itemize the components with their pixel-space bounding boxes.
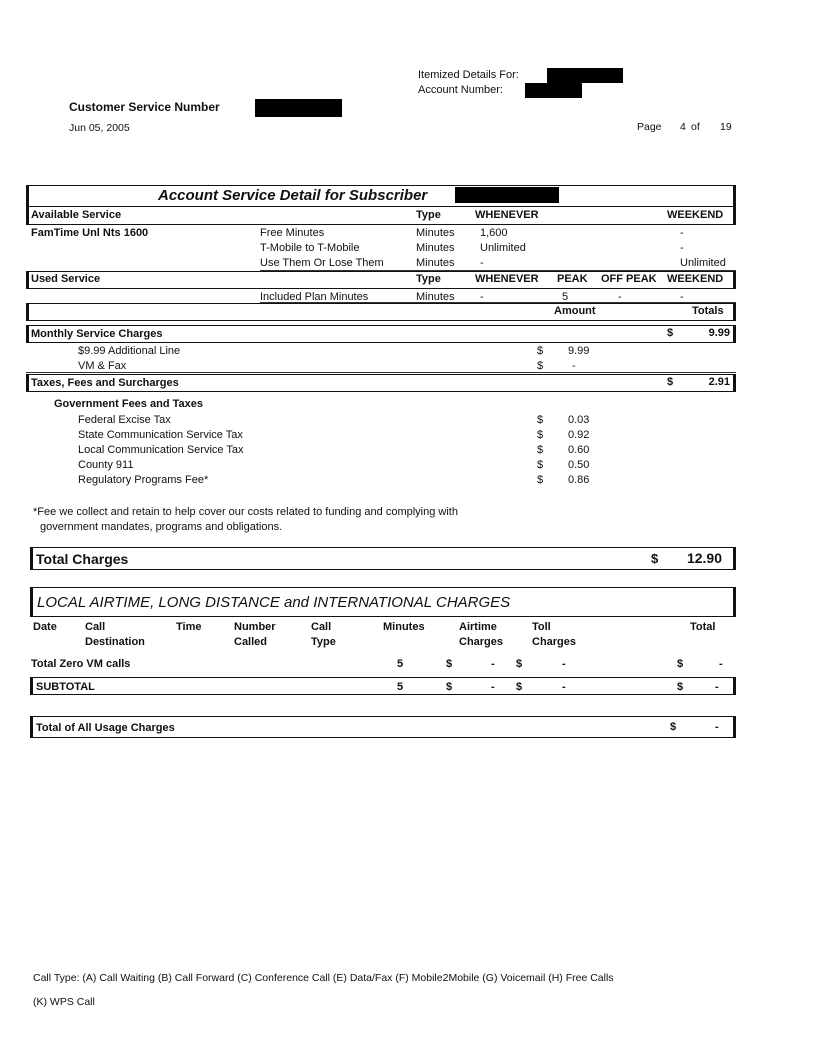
government-fees-label: Government Fees and Taxes bbox=[54, 398, 203, 410]
taxes-total-sign: $ bbox=[667, 376, 674, 388]
local-charges-title: LOCAL AIRTIME, LONG DISTANCE and INTERNATIONAL CHARGES bbox=[37, 594, 511, 611]
tax-item-amount: 0.03 bbox=[568, 414, 590, 426]
divider bbox=[30, 616, 736, 617]
tax-item-amount: 0.50 bbox=[568, 459, 590, 471]
col-toll: Toll bbox=[532, 621, 551, 633]
tax-item-sign: $ bbox=[537, 459, 544, 471]
tax-item-sign: $ bbox=[537, 444, 544, 456]
col-call-type-2: Type bbox=[311, 636, 336, 648]
monthly-item-desc: $9.99 Additional Line bbox=[78, 345, 181, 357]
statement-date: Jun 05, 2005 bbox=[69, 122, 130, 134]
monthly-item-sign: $ bbox=[537, 360, 544, 372]
available-type: Minutes bbox=[416, 242, 455, 254]
col-time: Time bbox=[176, 621, 202, 633]
redacted-block bbox=[525, 83, 582, 98]
col-toll-charges: Charges bbox=[532, 636, 577, 648]
available-whenever-header: WHENEVER bbox=[475, 209, 539, 221]
account-number-label: Account Number: bbox=[418, 84, 503, 96]
tax-item-desc: State Communication Service Tax bbox=[78, 429, 243, 441]
monthly-item-amount: 9.99 bbox=[568, 345, 590, 357]
available-whenever: - bbox=[480, 257, 484, 269]
monthly-item-amount: - bbox=[572, 360, 576, 372]
divider bbox=[26, 206, 736, 207]
monthly-item-desc: VM & Fax bbox=[78, 360, 127, 372]
page-label: Page bbox=[637, 121, 662, 133]
tax-item-amount: 0.92 bbox=[568, 429, 590, 441]
available-whenever: Unlimited bbox=[480, 242, 526, 254]
zero-vm-toll: - bbox=[562, 658, 566, 670]
available-type: Minutes bbox=[416, 227, 455, 239]
available-weekend: Unlimited bbox=[680, 257, 726, 269]
underline bbox=[26, 372, 736, 373]
monthly-charges-label: Monthly Service Charges bbox=[31, 328, 163, 340]
total-charges-sign: $ bbox=[651, 551, 659, 566]
call-type-legend-1: Call Type: (A) Call Waiting (B) Call Forward (C) Conference Call (E) Data/Fax (F) Mobile2Mobile (G) Voicemail (H) Free Calls bbox=[33, 972, 614, 984]
subtotal-toll: - bbox=[562, 681, 566, 693]
col-called: Called bbox=[234, 636, 268, 648]
monthly-total-sign: $ bbox=[667, 327, 674, 339]
footnote-line-2: government mandates, programs and obligations. bbox=[40, 521, 283, 533]
tax-item-sign: $ bbox=[537, 474, 544, 486]
amount-header-box bbox=[26, 303, 736, 321]
zero-vm-airtime-sign: $ bbox=[446, 658, 453, 670]
subtotal-airtime: - bbox=[491, 681, 495, 693]
page-of: of bbox=[691, 121, 700, 133]
used-type: Minutes bbox=[416, 291, 455, 303]
available-weekend-header: WEEKEND bbox=[667, 209, 724, 221]
subtotal-total-sign: $ bbox=[677, 681, 684, 693]
used-whenever-header: WHENEVER bbox=[475, 273, 539, 285]
page-number: 4 bbox=[680, 121, 686, 133]
account-detail-title: Account Service Detail for Subscriber bbox=[158, 187, 428, 204]
total-charges-amount: 12.90 bbox=[686, 550, 722, 566]
footnote-line-1: *Fee we collect and retain to help cover our costs related to funding and complying with bbox=[33, 506, 458, 518]
taxes-total: 2.91 bbox=[708, 376, 730, 388]
zero-vm-label: Total Zero VM calls bbox=[31, 658, 131, 670]
col-total: Total bbox=[690, 621, 716, 633]
used-desc: Included Plan Minutes bbox=[260, 291, 369, 303]
tax-item-sign: $ bbox=[537, 429, 544, 441]
usage-total-label: Total of All Usage Charges bbox=[36, 722, 175, 734]
zero-vm-minutes: 5 bbox=[397, 658, 404, 670]
used-type-header: Type bbox=[416, 273, 441, 285]
tax-item-sign: $ bbox=[537, 414, 544, 426]
redacted-block bbox=[547, 68, 623, 83]
itemized-details-label: Itemized Details For: bbox=[418, 69, 519, 81]
used-offpeak: - bbox=[618, 291, 622, 303]
used-weekend-header: WEEKEND bbox=[667, 273, 724, 285]
taxes-label: Taxes, Fees and Surcharges bbox=[31, 377, 179, 389]
amount-header: Amount bbox=[554, 305, 596, 317]
plan-name: FamTime Unl Nts 1600 bbox=[31, 227, 149, 239]
subtotal-minutes: 5 bbox=[397, 681, 404, 693]
available-service-label: Available Service bbox=[31, 209, 122, 221]
zero-vm-total-sign: $ bbox=[677, 658, 684, 670]
zero-vm-total: - bbox=[719, 658, 723, 670]
used-whenever: - bbox=[480, 291, 484, 303]
usage-total-sign: $ bbox=[670, 721, 677, 733]
col-destination: Destination bbox=[85, 636, 145, 648]
col-airtime: Airtime bbox=[459, 621, 497, 633]
monthly-total: 9.99 bbox=[708, 327, 730, 339]
available-desc: Free Minutes bbox=[260, 227, 325, 239]
available-type: Minutes bbox=[416, 257, 455, 269]
available-desc: Use Them Or Lose Them bbox=[260, 257, 384, 269]
tax-item-desc: Local Communication Service Tax bbox=[78, 444, 244, 456]
zero-vm-toll-sign: $ bbox=[516, 658, 523, 670]
tax-item-desc: Regulatory Programs Fee* bbox=[78, 474, 209, 486]
available-desc: T-Mobile to T-Mobile bbox=[260, 242, 360, 254]
used-peak: 5 bbox=[562, 291, 569, 303]
available-whenever: 1,600 bbox=[480, 227, 508, 239]
subtotal-total: - bbox=[715, 681, 719, 693]
col-call-type-1: Call bbox=[311, 621, 332, 633]
tax-item-desc: County 911 bbox=[78, 459, 134, 471]
col-call: Call bbox=[85, 621, 106, 633]
redacted-block bbox=[455, 187, 559, 203]
available-type-header: Type bbox=[416, 209, 441, 221]
tax-item-desc: Federal Excise Tax bbox=[78, 414, 171, 426]
used-service-label: Used Service bbox=[31, 273, 101, 285]
zero-vm-airtime: - bbox=[491, 658, 495, 670]
monthly-item-sign: $ bbox=[537, 345, 544, 357]
totals-header: Totals bbox=[692, 305, 724, 317]
used-peak-header: PEAK bbox=[557, 273, 588, 285]
subtotal-airtime-sign: $ bbox=[446, 681, 453, 693]
col-date: Date bbox=[33, 621, 57, 633]
available-weekend: - bbox=[680, 242, 684, 254]
usage-total-amount: - bbox=[715, 721, 719, 733]
used-weekend: - bbox=[680, 291, 684, 303]
tax-item-amount: 0.60 bbox=[568, 444, 590, 456]
subtotal-label: SUBTOTAL bbox=[36, 681, 95, 693]
call-type-legend-2: (K) WPS Call bbox=[33, 996, 95, 1008]
used-offpeak-header: OFF PEAK bbox=[601, 273, 657, 285]
available-weekend: - bbox=[680, 227, 684, 239]
subtotal-box bbox=[30, 677, 736, 695]
col-minutes: Minutes bbox=[383, 621, 425, 633]
col-number: Number bbox=[234, 621, 276, 633]
page-total: 19 bbox=[720, 121, 732, 133]
redacted-block bbox=[255, 99, 342, 117]
total-charges-label: Total Charges bbox=[36, 551, 129, 567]
subtotal-toll-sign: $ bbox=[516, 681, 523, 693]
customer-service-number-label: Customer Service Number bbox=[69, 100, 220, 114]
tax-item-amount: 0.86 bbox=[568, 474, 590, 486]
total-charges-box bbox=[30, 547, 736, 570]
col-airtime-charges: Charges bbox=[459, 636, 504, 648]
